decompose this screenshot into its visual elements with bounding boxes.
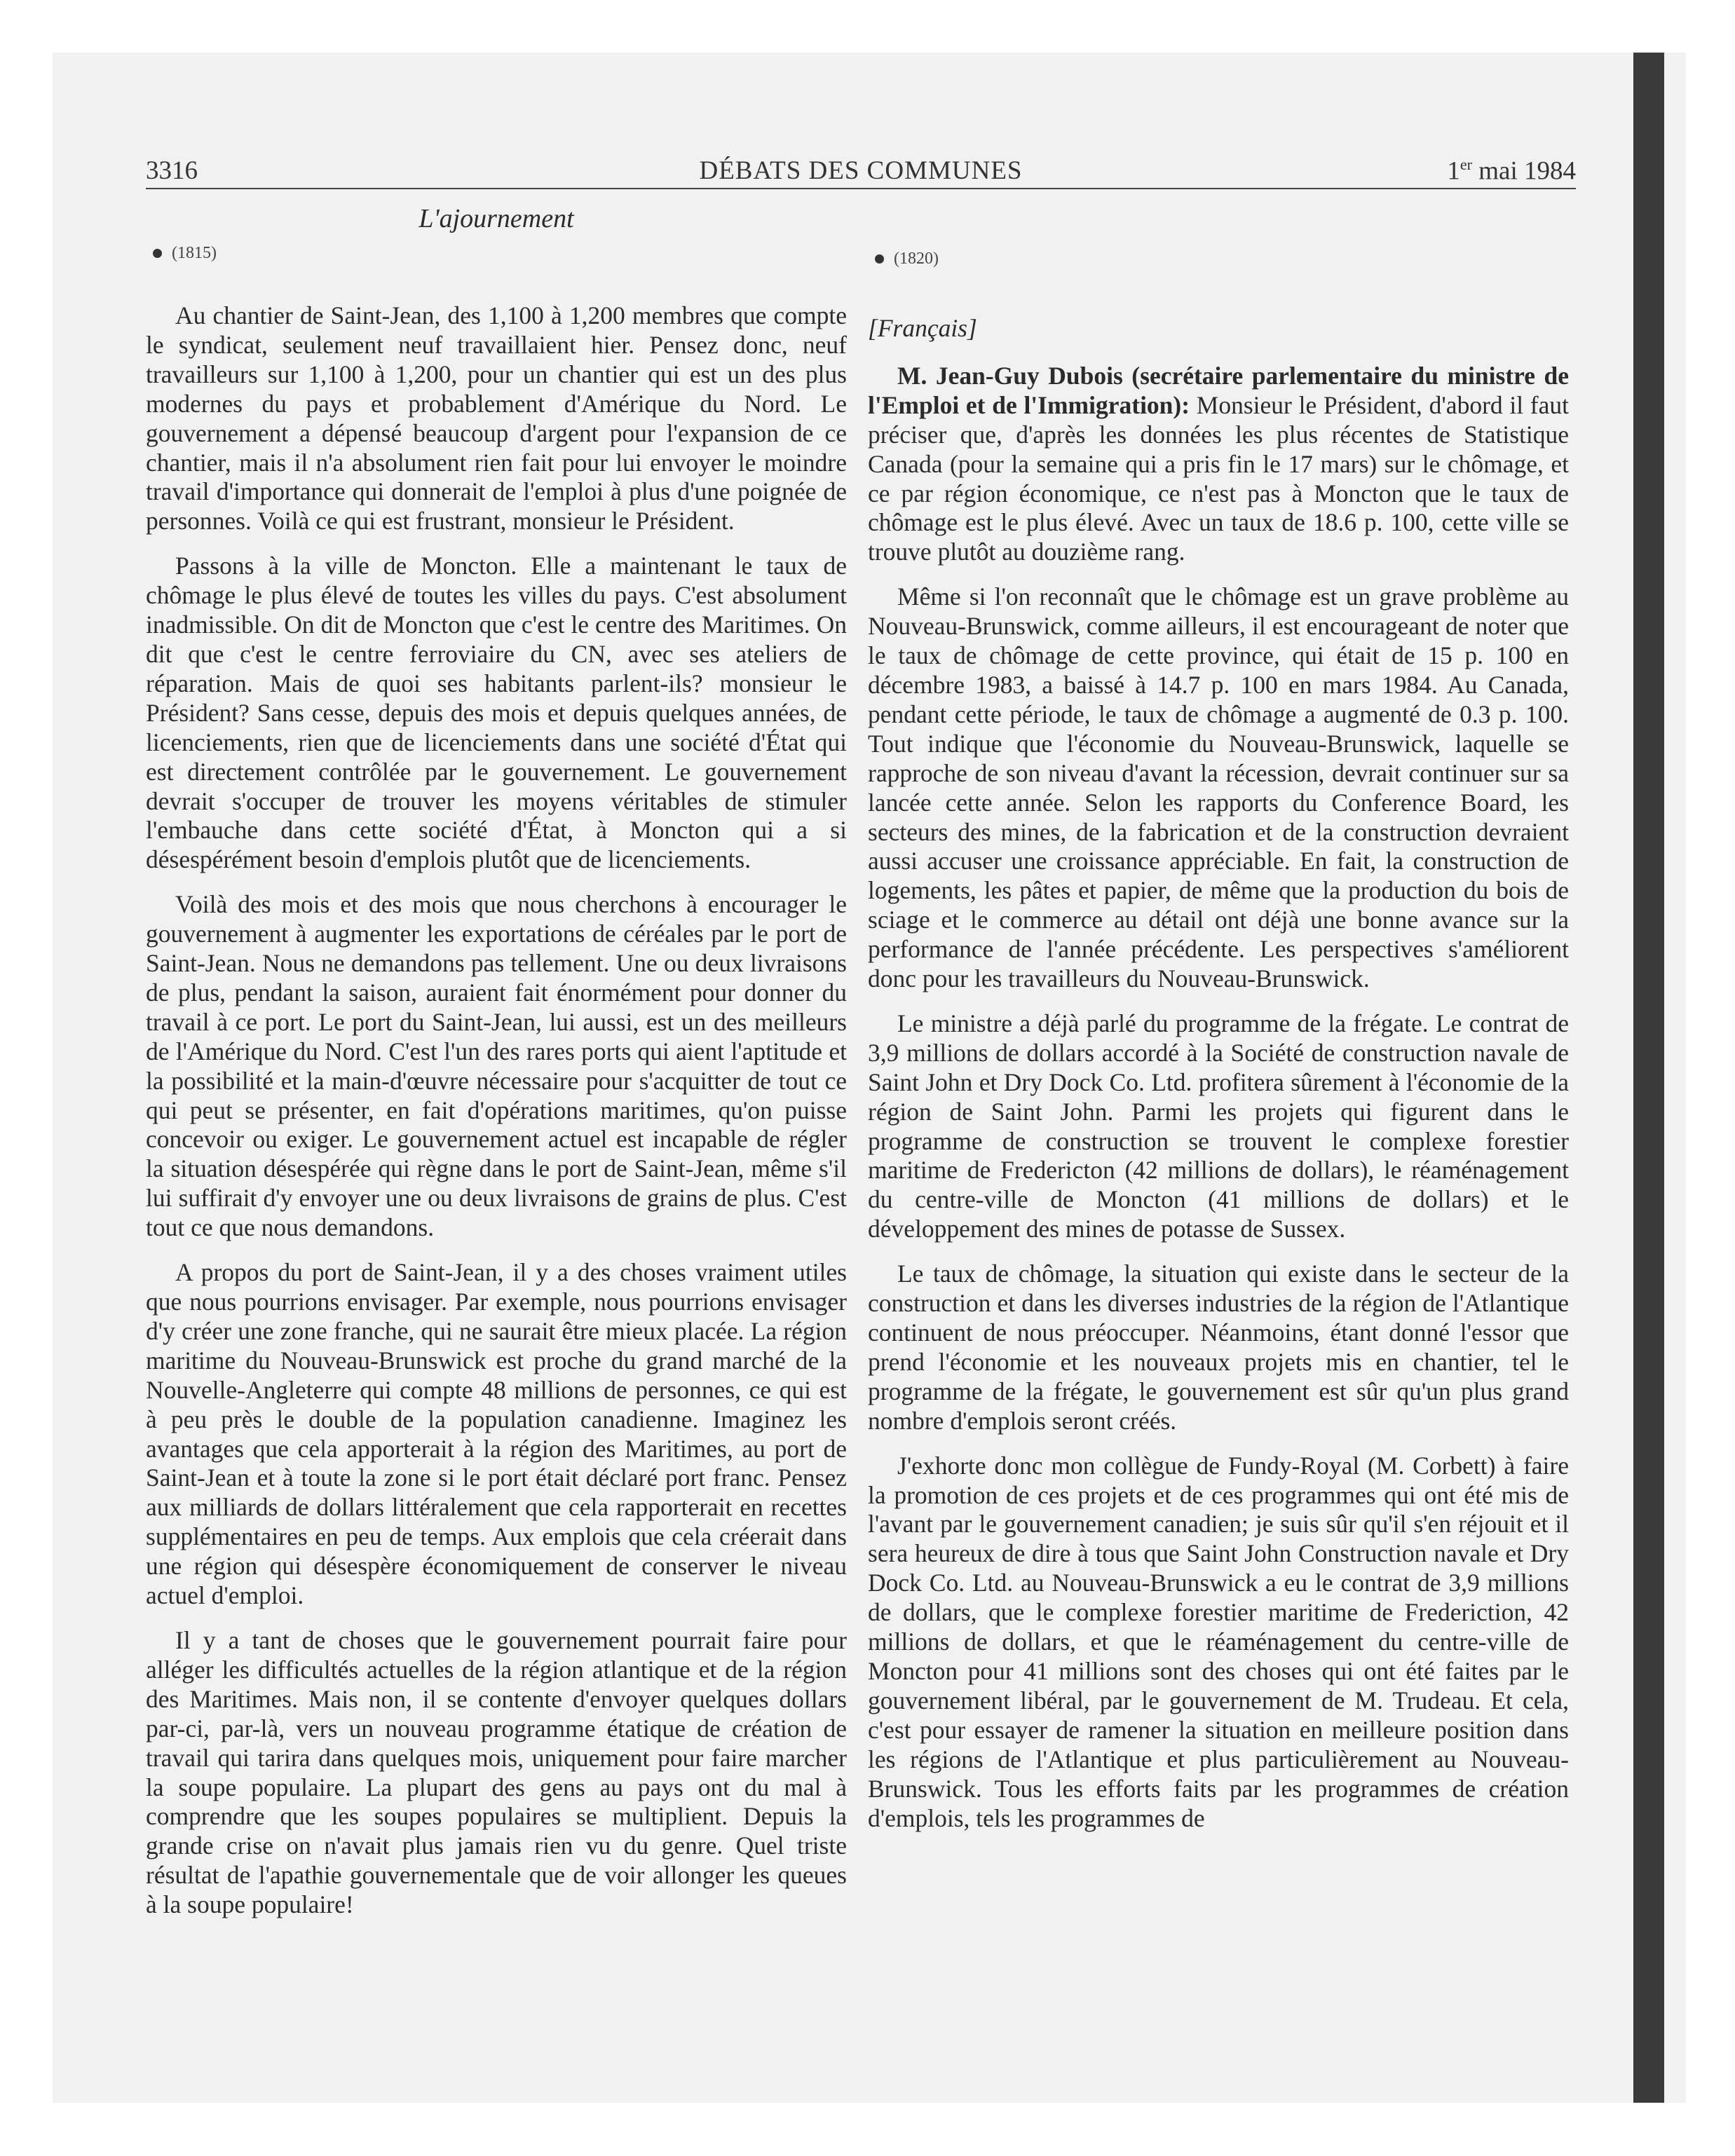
bullet-icon: [153, 249, 162, 258]
date-suffix: er: [1460, 156, 1473, 173]
right-paragraph-1-text: Monsieur le Président, d'abord il faut préciser que, d'après les données les plus récentes de Statistique Canada (pour la semaine qui a pris fin le 17 mars) sur le chômage, et ce par région économique, ce n'est pas à Moncton que le taux de chômage est le plus élevé. Avec un taux de 18.6 p. 100, cette ville se trouve plutôt au douzième rang.: [868, 390, 1569, 566]
bullet-icon: [875, 254, 884, 264]
time-marker-right-label: (1820): [894, 250, 939, 268]
speaker-name: M. Jean-Guy Dubois (secrétaire parlementaire du ministre de l'Emploi et de l'Immigration):: [868, 361, 1569, 419]
scan-edge-bar: [1633, 53, 1664, 2103]
left-column: [146, 301, 847, 1935]
right-paragraph-3: Le ministre a déjà parlé du programme de la frégate. Le contrat de 3,9 millions de dollars accordé à la Société de construction navale de Saint John et Dry Dock Co. Ltd. profitera sûrement à l'économie de la région de Saint John. Parmi les projets qui figurent dans le programme de construction se trouvent le complexe forestier maritime de Fredericton (42 millions de dollars), le réaménagement du centre-ville de Moncton (41 millions de dollars) et le développement des mines de potasse de Sussex.: [868, 1009, 1569, 1243]
publication-title: DÉBATS DES COMMUNES: [699, 156, 1023, 185]
page-date: [1447, 156, 1576, 186]
header-rule: [146, 188, 1576, 189]
left-paragraph-5: Il y a tant de choses que le gouvernement pourrait faire pour alléger les difficultés actuelles de la région atlantique et de la région des Maritimes. Mais non, il se contente d'envoyer quelques dollars par-ci, par-là, vers un nouveau programme étatique de création de travail qui tarira dans quelques mois, uniquement pour faire marcher la soupe populaire. La plupart des gens au pays ont du mal à comprendre que les soupes populaires se multiplient. Depuis la grande crise on n'avait plus jamais rien vu du genre. Quel triste résultat de l'apathie gouvernementale que de voir allonger les queues à la soupe populaire!: [146, 1625, 847, 1919]
right-paragraph-2: Même si l'on reconnaît que le chômage est un grave problème au Nouveau-Brunswick, comme ailleurs, il est encourageant de noter que le taux de chômage de cette province, qui était de 15 p. 100 en décembre 1983, a baissé à 14.7 p. 100 en mars 1984. Au Canada, pendant cette période, le taux de chômage a augmenté de 0.3 p. 100. Tout indique que l'économie du Nouveau-Brunswick, laquelle se rapproche de son niveau d'avant la récession, devrait continuer sur sa lancée cette année. Selon les rapports du Conference Board, les secteurs des mines, de la fabrication et de la construction devraient aussi accuser une croissance appréciable. En fait, la construction de logements, les pâtes et papier, de même que la production du bois de sciage et le commerce au détail ont déjà une bonne avance sur la performance de l'année précédente. Les perspectives s'améliorent donc pour les travailleurs du Nouveau-Brunswick.: [868, 582, 1569, 993]
date-day: 1: [1447, 156, 1460, 186]
time-marker-left-label: (1815): [172, 244, 217, 262]
language-tag: [Français]: [868, 314, 977, 342]
time-marker-left: [153, 244, 217, 263]
left-paragraph-1: Au chantier de Saint-Jean, des 1,100 à 1,200 membres que compte le syndicat, seulement neuf travaillaient hier. Pensez donc, neuf travailleurs sur 1,100 à 1,200, pour un chantier qui est un des plus modernes du pays et probablement d'Amérique du Nord. Le gouvernement a dépensé beaucoup d'argent pour l'expansion de ce chantier, mais il n'a absolument rien fait pour lui envoyer le moindre travail d'importance qui donnerait de l'emploi à plus d'une poignée de personnes. Voilà ce qui est frustrant, monsieur le Président.: [146, 301, 847, 535]
left-paragraph-3: Voilà des mois et des mois que nous cherchons à encourager le gouvernement à augmenter les exportations de céréales par le port de Saint-Jean. Nous ne demandons pas tellement. Une ou deux livraisons de plus, pendant la saison, auraient fait énormément pour donner du travail à ce port. Le port du Saint-Jean, lui aussi, est un des meilleurs de l'Amérique du Nord. C'est l'un des rares ports qui aient l'aptitude et la possibilité et la main-d'œuvre nécessaire pour s'acquitter de tout ce qui peut se présenter, en fait d'opérations maritimes, qu'on puisse concevoir ou exiger. Le gouvernement actuel est incapable de régler la situation désespérée qui règne dans le port de Saint-Jean, même s'il lui suffirait d'y envoyer une ou deux livraisons de grains de plus. C'est tout ce que nous demandons.: [146, 890, 847, 1242]
page-number: 3316: [146, 156, 198, 185]
running-header: [146, 156, 1576, 191]
left-paragraph-4: A propos du port de Saint-Jean, il y a des choses vraiment utiles que nous pourrions envisager. Par exemple, nous pourrions envisager d'y créer une zone franche, qui ne saurait être mieux placée. La région maritime du Nouveau-Brunswick est proche du grand marché de la Nouvelle-Angleterre qui compte 48 millions de personnes, ce qui est à peu près le double de la population canadienne. Imaginez les avantages que cela apporterait à la région des Maritimes, au port de Saint-Jean et à toute la zone si le port était déclaré port franc. Pensez aux milliards de dollars littéralement que cela rapporterait en recettes supplémentaires en peu de temps. Aux emplois que cela créerait dans une région qui désespère économiquement de conserver le niveau actuel d'emploi.: [146, 1258, 847, 1610]
time-marker-right: [875, 250, 939, 268]
left-paragraph-2: Passons à la ville de Moncton. Elle a maintenant le taux de chômage le plus élevé de toutes les villes du pays. C'est absolument inadmissible. On dit de Moncton que c'est le centre des Maritimes. On dit que c'est le centre ferroviaire du CN, avec ses ateliers de réparation. Mais de quoi ses habitants parlent-ils? monsieur le Président? Sans cesse, depuis des mois et depuis quelques années, de licenciements, rien que de licenciements dans une société d'État qui est directement contrôlée par le gouvernement. Le gouvernement devrait s'occuper de trouver les moyens véritables de stimuler l'embauche dans cette société d'État, à Moncton qui a si désespérément besoin d'emplois plutôt que de licenciements.: [146, 552, 847, 874]
right-paragraph-4: Le taux de chômage, la situation qui existe dans le secteur de la construction et dans les diverses industries de la région de l'Atlantique continuent de nous préoccuper. Néanmoins, étant donné l'essor que prend l'économie et les nouveaux projets mis en chantier, tel le programme de la frégate, le gouvernement est sûr qu'un plus grand nombre d'emplois seront créés.: [868, 1260, 1569, 1435]
right-column: [868, 314, 1569, 1848]
right-paragraph-5: J'exhorte donc mon collègue de Fundy-Royal (M. Corbett) à faire la promotion de ces projets et de ces programmes qui ont été mis de l'avant par le gouvernement canadien; je suis sûr qu'il s'en réjouit et il sera heureux de dire à tous que Saint John Construction navale et Dry Dock Co. Ltd. au Nouveau-Brunswick a eu le contrat de 3,9 millions de dollars, que le complexe forestier maritime de Frederiction, 42 millions de dollars, et que le réaménagement du centre-ville de Moncton pour 41 millions sont des choses qui ont été faites par le gouvernement libéral, par le gouvernement de M. Trudeau. Et cela, c'est pour essayer de ramener la situation en meilleure position dans les régions de l'Atlantique et plus particulièrement au Nouveau-Brunswick. Tous les efforts faits par les programmes de création d'emplois, tels les programmes de: [868, 1451, 1569, 1832]
date-rest: mai 1984: [1472, 156, 1576, 186]
right-paragraph-1: [868, 362, 1569, 567]
section-title: L'ajournement: [419, 204, 574, 233]
